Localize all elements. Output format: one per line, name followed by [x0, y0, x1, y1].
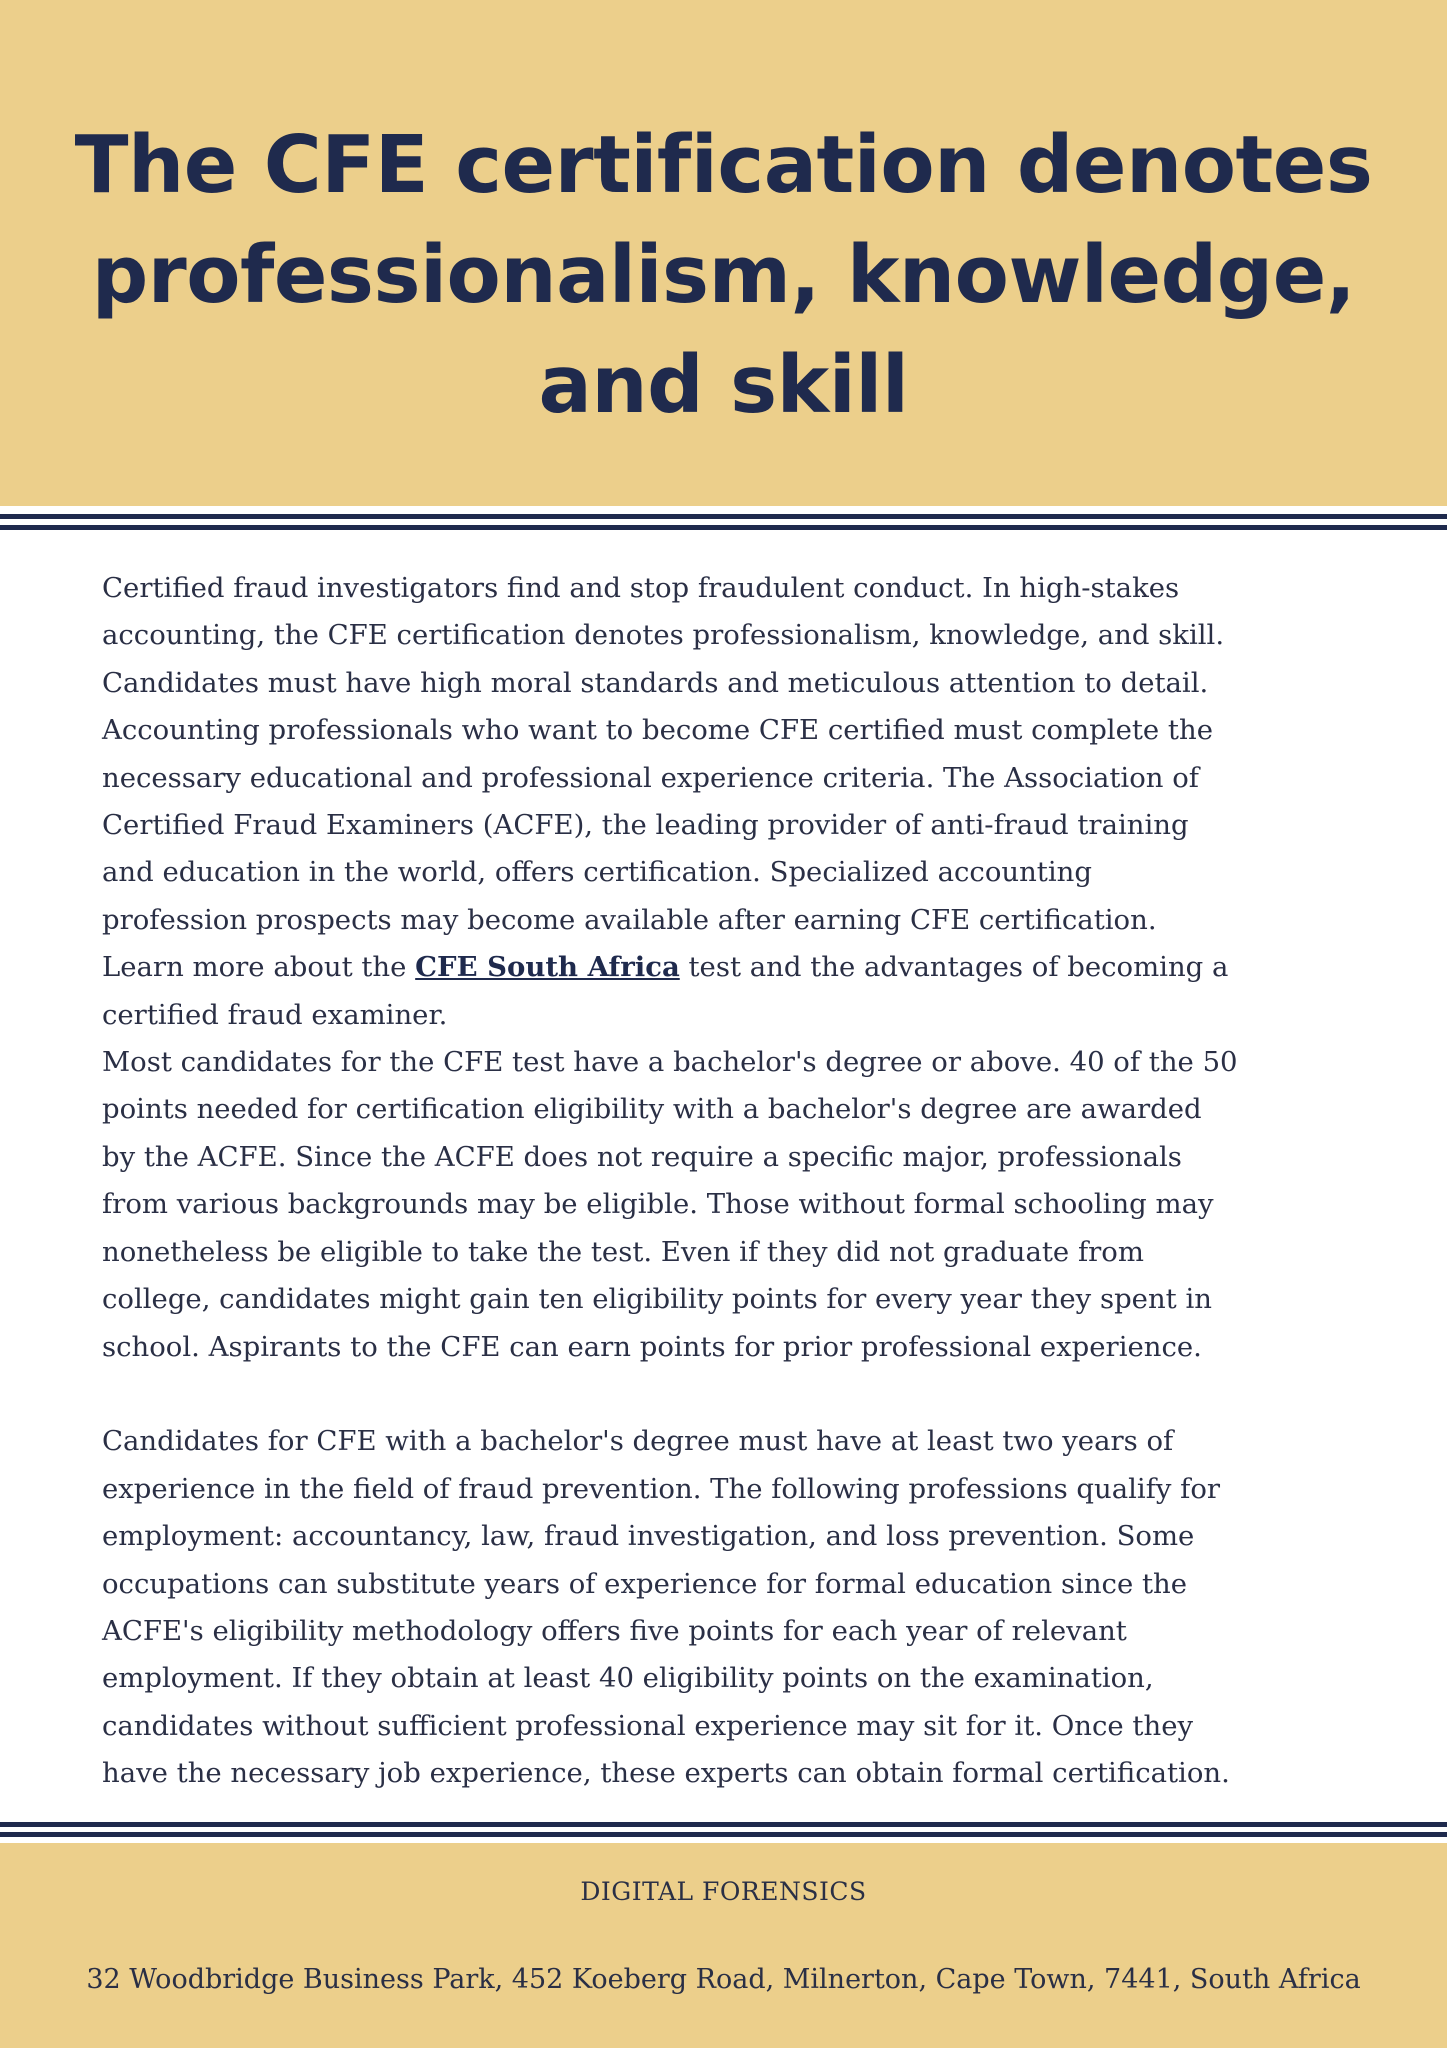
article-line: profession prospects may become available after earning CFE certification.: [102, 903, 1157, 936]
article-line: Certified fraud investigators find and stop fraudulent conduct. In high-stakes: [102, 572, 1180, 604]
article-line: employment. If they obtain at least 40 eligibility points on the examination,: [102, 1662, 1154, 1695]
title-line-2: professionalism, knowledge,: [91, 229, 1356, 321]
article-line: accounting, the CFE certification denotes professionalism, knowledge, and skill.: [102, 619, 1225, 652]
article-line: certified fraud examiner.: [102, 998, 448, 1031]
bottom-divider-stripe-2: [0, 1832, 1447, 1837]
page-title: [60, 110, 1387, 440]
article-line: by the ACFE. Since the ACFE does not require a specific major, professionals: [102, 1140, 1182, 1173]
article-line: Candidates must have high moral standards and meticulous attention to detail.: [102, 666, 1209, 699]
title-line-1: The CFE certification denotes: [74, 119, 1373, 211]
article-line: have the necessary job experience, these experts can obtain formal certification.: [102, 1757, 1230, 1790]
article-line: from various backgrounds may be eligible. Those without formal schooling may: [102, 1188, 1214, 1221]
article-line-with-link: [102, 944, 1362, 991]
article-line: Certified Fraud Examiners (ACFE), the leading provider of anti-fraud training: [102, 809, 1189, 842]
article-line: Candidates for CFE with a bachelor's degree must have at least two years of: [102, 1425, 1174, 1458]
article-line: college, candidates might gain ten eligibility points for every year they spent in: [102, 1283, 1212, 1316]
top-divider-stripe-1: [0, 514, 1447, 519]
paragraph-gap: [102, 1371, 1362, 1418]
footer-address: 32 Woodbridge Business Park, 452 Koeberg Road, Milnerton, Cape Town, 7441, South Africa: [86, 1964, 1361, 1995]
article-line: points needed for certification eligibility with a bachelor's degree are awarded: [102, 1093, 1202, 1126]
article-line: Most candidates for the CFE test have a bachelor's degree or above. 40 of the 50: [102, 1046, 1238, 1079]
cfe-south-africa-link[interactable]: CFE South Africa: [415, 951, 680, 984]
bottom-divider-stripe-1: [0, 1822, 1447, 1827]
article-line: Accounting professionals who want to become CFE certified must complete the: [102, 714, 1213, 747]
article-line: school. Aspirants to the CFE can earn points for prior professional experience.: [102, 1330, 1202, 1363]
article-line: necessary educational and professional experience criteria. The Association of: [102, 761, 1199, 794]
link-suffix: test and the advantages of becoming a: [679, 951, 1229, 984]
footer-title: DIGITAL FORENSICS: [580, 1877, 867, 1906]
title-line-3: and skill: [538, 339, 909, 431]
article-line: experience in the field of fraud prevention. The following professions qualify for: [102, 1472, 1221, 1505]
article-line: nonetheless be eligible to take the test. Even if they did not graduate from: [102, 1235, 1144, 1268]
article-line: employment: accountancy, law, fraud investigation, and loss prevention. Some: [102, 1520, 1195, 1553]
article-line: and education in the world, offers certification. Specialized accounting: [102, 856, 1092, 889]
link-prefix: Learn more about the: [102, 951, 416, 984]
article-line: candidates without sufficient professional experience may sit for it. Once they: [102, 1709, 1194, 1742]
article-line: occupations can substitute years of experience for formal education since the: [102, 1567, 1188, 1600]
article-body: [102, 565, 1362, 1798]
top-divider-stripe-2: [0, 525, 1447, 530]
article-line: ACFE's eligibility methodology offers five points for each year of relevant: [102, 1614, 1127, 1647]
